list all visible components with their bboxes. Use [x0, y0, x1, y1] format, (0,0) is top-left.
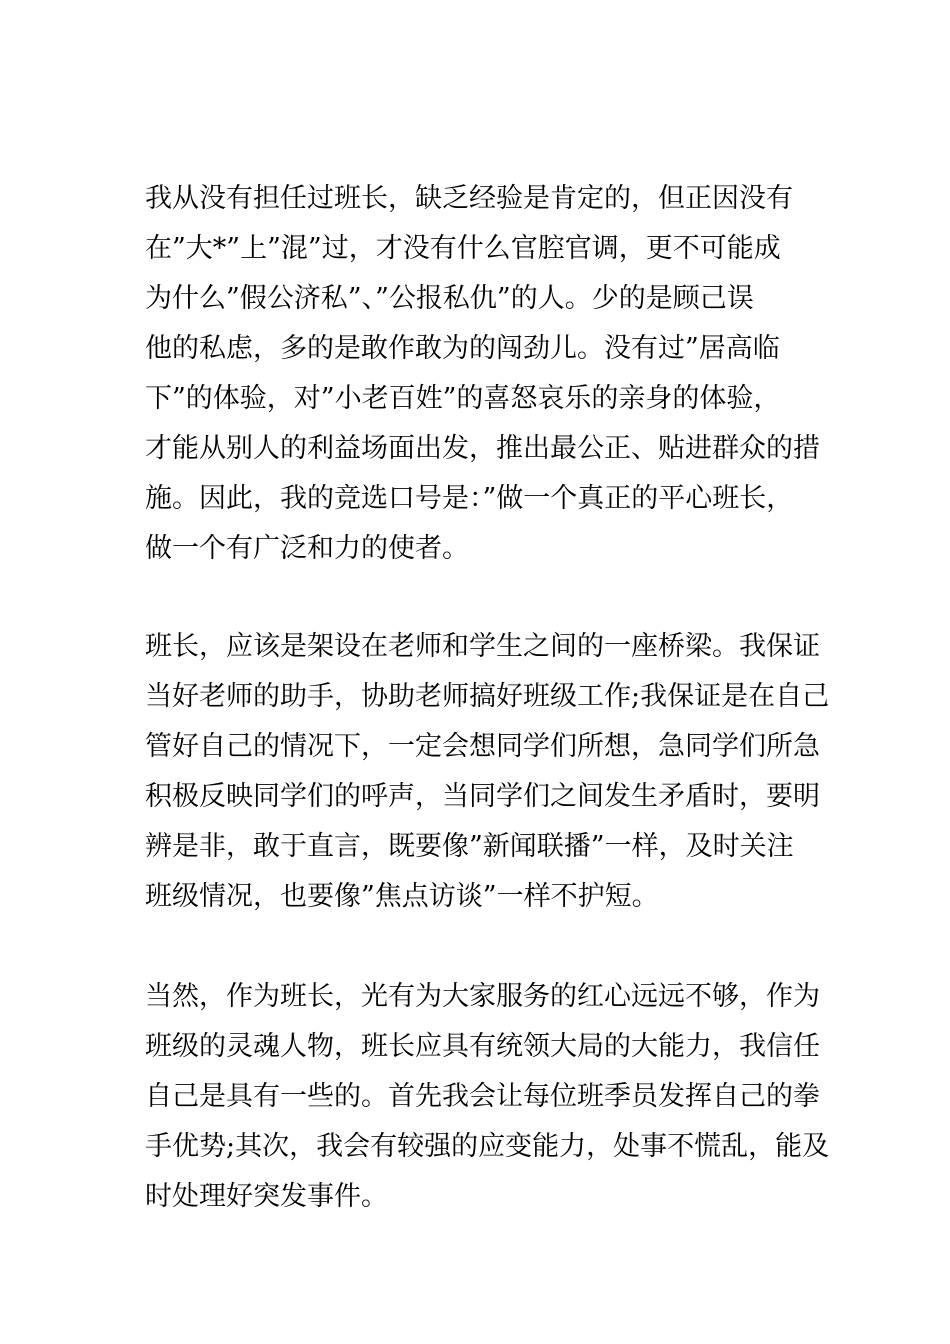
paragraph-line: 班级情况，也要像”焦点访谈”一样不护短。 [145, 881, 659, 912]
paragraph-line: 自己是具有一些的。首先我会让每位班季员发挥自己的拳 [145, 1081, 820, 1112]
paragraph-line: 时处理好突发事件。 [145, 1181, 388, 1212]
paragraph-1 [145, 174, 820, 574]
paragraph-line: 我从没有担任过班长，缺乏经验是肯定的，但正因没有 [145, 183, 793, 214]
paragraph-line: 积极反映同学们的呼声，当同学们之间发生矛盾时，要明 [145, 781, 820, 812]
paragraph-line: 在”大*”上”混”过，才没有什么官腔官调，更不可能成 [145, 233, 781, 264]
paragraph-line: 为什么”假公济私”、”公报私仇”的人。少的是顾己误 [145, 283, 754, 314]
paragraph-2 [145, 622, 830, 922]
paragraph-line: 下”的体验，对”小老百姓”的喜怒哀乐的亲身的体验， [145, 383, 781, 414]
paragraph-line: 班长，应该是架设在老师和学生之间的一座桥梁。我保证 [145, 631, 820, 662]
paragraph-line: 辨是非，敢于直言，既要像”新闻联播”一样，及时关注 [145, 831, 794, 862]
paragraph-line: 班级的灵魂人物，班长应具有统领大局的大能力，我信任 [145, 1031, 820, 1062]
paragraph-line: 手优势;其次，我会有较强的应变能力，处事不慌乱，能及 [145, 1131, 830, 1162]
paragraph-line: 施。因此，我的竞选口号是：”做一个真正的平心班长， [145, 483, 794, 514]
paragraph-line: 管好自己的情况下，一定会想同学们所想，急同学们所急 [145, 731, 820, 762]
paragraph-line: 才能从别人的利益场面出发，推出最公正、贴进群众的措 [145, 433, 820, 464]
paragraph-line: 当然，作为班长，光有为大家服务的红心远远不够，作为 [145, 981, 820, 1012]
paragraph-3 [145, 972, 830, 1222]
paragraph-line: 他的私虑，多的是敢作敢为的闯劲儿。没有过”居高临 [145, 333, 780, 364]
paragraph-line: 做一个有广泛和力的使者。 [145, 533, 469, 564]
paragraph-line: 当好老师的助手，协助老师搞好班级工作;我保证是在自己 [145, 681, 830, 712]
